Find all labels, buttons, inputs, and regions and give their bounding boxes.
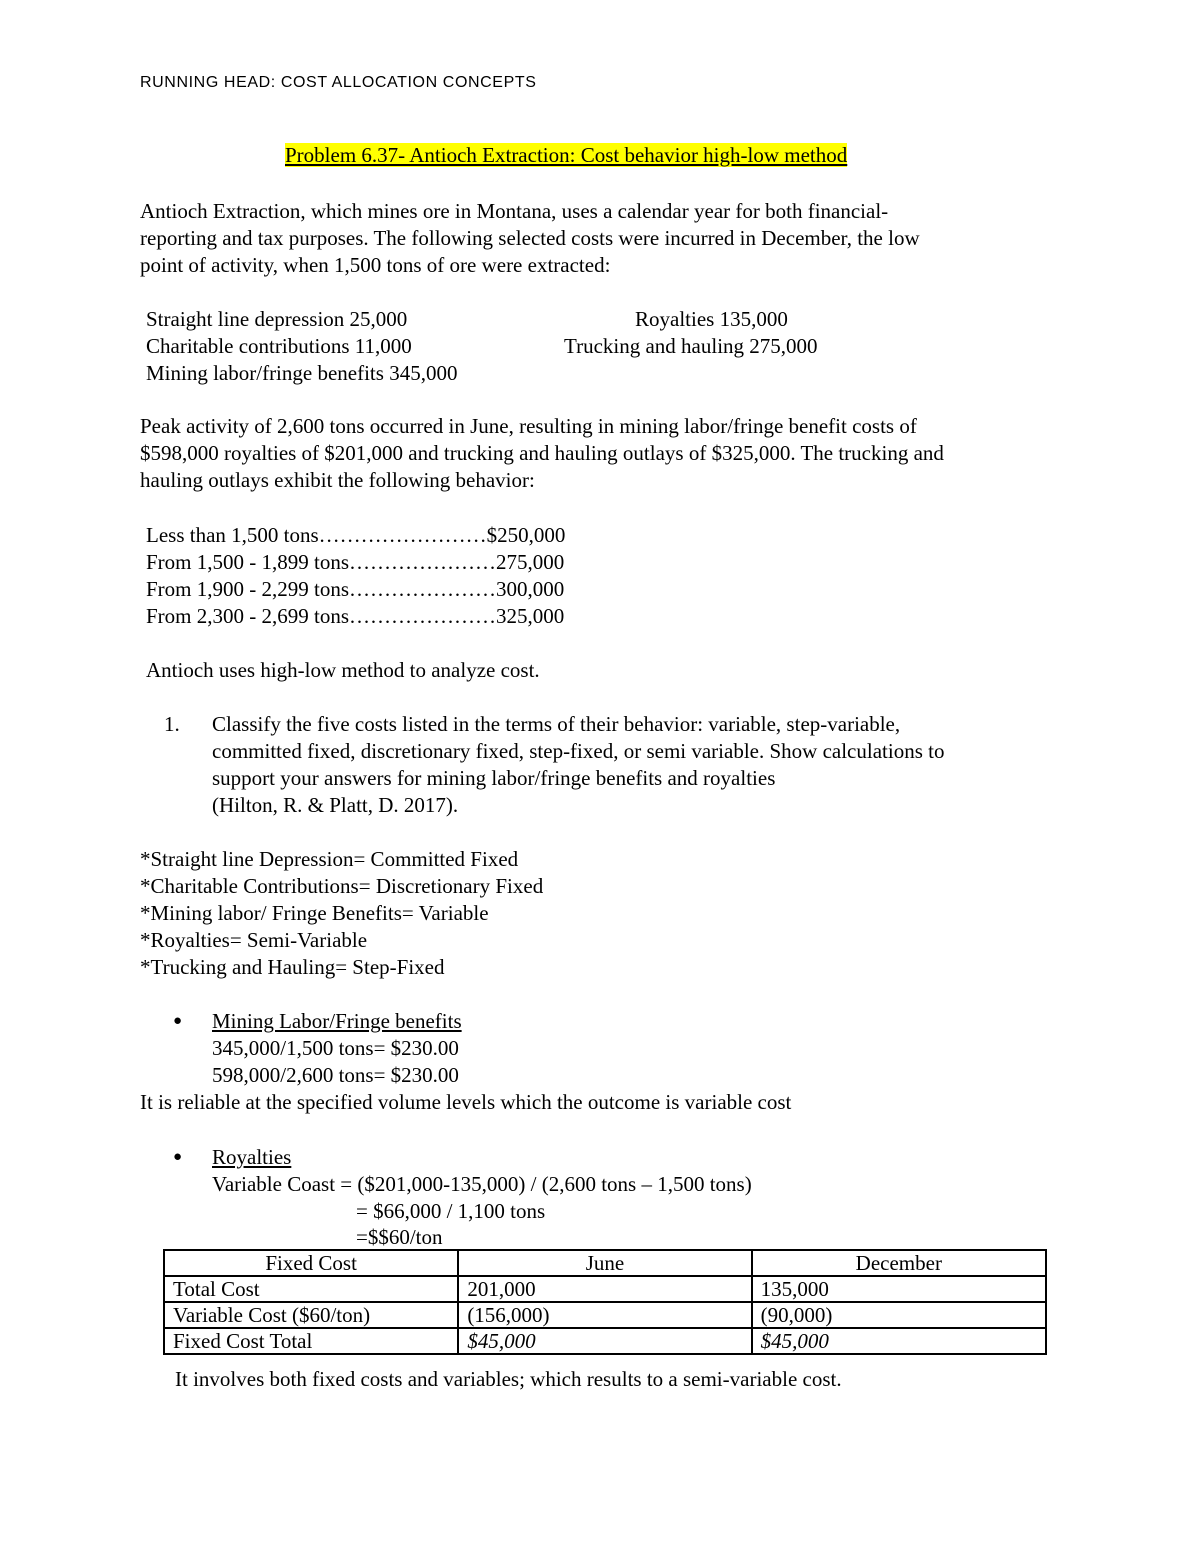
fixed-cost-total-december: $45,000 [752, 1328, 1046, 1354]
cost-royalties: Royalties 135,000 [635, 307, 788, 331]
closing-statement: It involves both fixed costs and variables; which results to a semi-variable cost. [175, 1367, 842, 1391]
row-label-variable-cost: Variable Cost ($60/ton) [164, 1302, 458, 1328]
royalties-calc-2: = $66,000 / 1,100 tons [356, 1199, 546, 1223]
table-row [164, 1276, 1046, 1302]
variable-cost-december: (90,000) [752, 1302, 1046, 1328]
question-text [212, 711, 944, 819]
question-line-2: committed fixed, discretionary fixed, step-fixed, or semi variable. Show calculations to [212, 739, 945, 763]
mining-conclusion: It is reliable at the specified volume levels which the outcome is variable cost [140, 1090, 792, 1114]
header-december: December [752, 1250, 1046, 1276]
mining-calc-june: 598,000/2,600 tons= $230.00 [212, 1063, 459, 1087]
peak-line-1: Peak activity of 2,600 tons occurred in June, resulting in mining labor/fringe benefit costs of [140, 414, 917, 438]
header-june: June [458, 1250, 751, 1276]
hauling-tier-4: From 2,300 - 2,699 tons…………………325,000 [146, 604, 565, 628]
intro-paragraph [140, 198, 920, 279]
cost-depreciation: Straight line depression 25,000 [146, 307, 408, 331]
hauling-tier-1: Less than 1,500 tons……………………$250,000 [146, 523, 566, 547]
intro-line-2: reporting and tax purposes. The following selected costs were incurred in December, the low [140, 226, 920, 250]
cost-mining-labor: Mining labor/fringe benefits 345,000 [146, 361, 458, 385]
classification-royalties: *Royalties= Semi-Variable [140, 928, 368, 952]
header-fixed-cost: Fixed Cost [164, 1250, 458, 1276]
problem-title: Problem 6.37- Antioch Extraction: Cost behavior high-low method [285, 143, 848, 167]
mining-calc-december: 345,000/1,500 tons= $230.00 [212, 1036, 459, 1060]
cost-charitable: Charitable contributions 11,000 [146, 334, 412, 358]
classification-mining: *Mining labor/ Fringe Benefits= Variable [140, 901, 489, 925]
intro-line-3: point of activity, when 1,500 tons of ore were extracted: [140, 253, 611, 277]
cost-trucking: Trucking and hauling 275,000 [564, 334, 818, 358]
classification-list [140, 846, 543, 981]
hauling-tier-3: From 1,900 - 2,299 tons…………………300,000 [146, 577, 565, 601]
total-cost-december: 135,000 [752, 1276, 1046, 1302]
bullet-icon: ● [173, 1013, 183, 1029]
total-cost-june: 201,000 [458, 1276, 751, 1302]
mining-heading: Mining Labor/Fringe benefits [212, 1009, 462, 1033]
intro-line-1: Antioch Extraction, which mines ore in Montana, uses a calendar year for both financial- [140, 199, 889, 223]
table-header-row [164, 1250, 1046, 1276]
hauling-schedule [146, 522, 565, 630]
classification-depreciation: *Straight line Depression= Committed Fixed [140, 847, 519, 871]
table-row [164, 1328, 1046, 1354]
peak-line-2: $598,000 royalties of $201,000 and trucking and hauling outlays of $325,000. The trucking and [140, 441, 944, 465]
fixed-cost-table [163, 1249, 1047, 1355]
variable-cost-june: (156,000) [458, 1302, 751, 1328]
question-line-1: Classify the five costs listed in the terms of their behavior: variable, step-variable, [212, 712, 901, 736]
method-line: Antioch uses high-low method to analyze cost. [146, 658, 540, 682]
question-number: 1. [164, 712, 180, 736]
classification-charitable: *Charitable Contributions= Discretionary Fixed [140, 874, 544, 898]
mining-section [212, 1008, 462, 1089]
royalties-calc-1: Variable Coast = ($201,000-135,000) / (2,600 tons – 1,500 tons) [212, 1172, 752, 1196]
row-label-total-cost: Total Cost [164, 1276, 458, 1302]
peak-line-3: hauling outlays exhibit the following behavior: [140, 468, 535, 492]
row-label-fixed-cost-total: Fixed Cost Total [164, 1328, 458, 1354]
peak-paragraph [140, 413, 944, 494]
royalties-calc-3: =$$60/ton [356, 1225, 443, 1249]
fixed-cost-total-june: $45,000 [458, 1328, 751, 1354]
table-row [164, 1302, 1046, 1328]
bullet-icon: ● [173, 1149, 183, 1165]
question-line-3: support your answers for mining labor/fringe benefits and royalties [212, 766, 776, 790]
hauling-tier-2: From 1,500 - 1,899 tons…………………275,000 [146, 550, 565, 574]
classification-trucking: *Trucking and Hauling= Step-Fixed [140, 955, 445, 979]
running-head: RUNNING HEAD: COST ALLOCATION CONCEPTS [140, 74, 537, 91]
question-citation: (Hilton, R. & Platt, D. 2017). [212, 793, 459, 817]
december-costs-left [146, 306, 457, 387]
royalties-heading: Royalties [212, 1145, 292, 1169]
